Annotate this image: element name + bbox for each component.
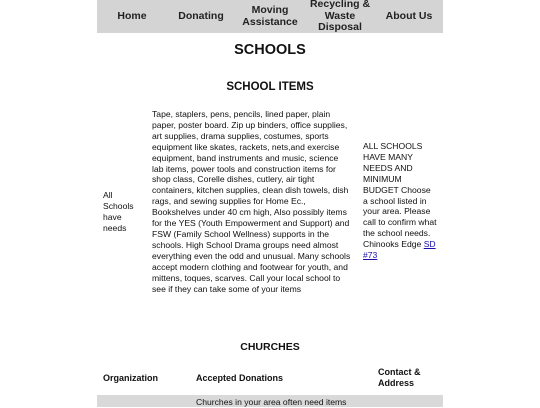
- school-needs-text: ALL SCHOOLS HAVE MANY NEEDS AND MINIMUM BUDGET Choose a school listed in your area. Please call to confirm what the school needs. Chinooks Edge: [363, 141, 437, 250]
- churches-heading: CHURCHES: [240, 341, 300, 353]
- nav-moving-assistance-link[interactable]: Moving Assistance: [242, 4, 298, 28]
- table-cell-partial-text: Churches in your area often need items: [196, 397, 347, 407]
- nav-donating-link[interactable]: Donating: [178, 9, 224, 22]
- nav-about-us-link[interactable]: About Us: [385, 9, 433, 22]
- school-items-description: Tape, staplers, pens, pencils, lined paper, plain paper, poster board. Zip up binders, office supplies, art supplies, drama supplies, costumes, sports equipment like skates, rackets, nets,and exercise equipment, band instruments and music, science lab items, power tools and construction items for shop class, Corelle dishes, cutlery, air tight containers, kitchen supplies, clean dish towels, dish rags, and sewing supplies for Home Ec., Bookshelves under 40 cm high, Also possibly items for the YES (Youth Empowerment and Support) and FSW (Family School Wellness) supports in the schools. High School Drama groups need almost everything even the odd and unusual. Many schools accept modern clothing and footwear for youth, and mittens, toques, scarves. Call your local school to see if they can take some of your items: [152, 109, 351, 294]
- top-navigation-bar: [97, 0, 443, 33]
- table-row: [97, 395, 443, 407]
- sd73-link[interactable]: SD #73: [363, 239, 436, 261]
- nav-recycling-waste-disposal-link[interactable]: Recycling & Waste Disposal: [309, 0, 371, 34]
- nav-home-link[interactable]: Home: [117, 9, 147, 22]
- all-schools-label: All Schools have needs: [103, 190, 134, 233]
- column-header-contact-address: Contact & Address: [378, 367, 421, 388]
- school-items-heading: SCHOOL ITEMS: [226, 81, 314, 93]
- column-header-accepted-donations: Accepted Donations: [196, 373, 284, 383]
- column-header-organization: Organization: [103, 373, 159, 383]
- school-needs-info: [363, 141, 437, 261]
- page-title: SCHOOLS: [234, 42, 306, 58]
